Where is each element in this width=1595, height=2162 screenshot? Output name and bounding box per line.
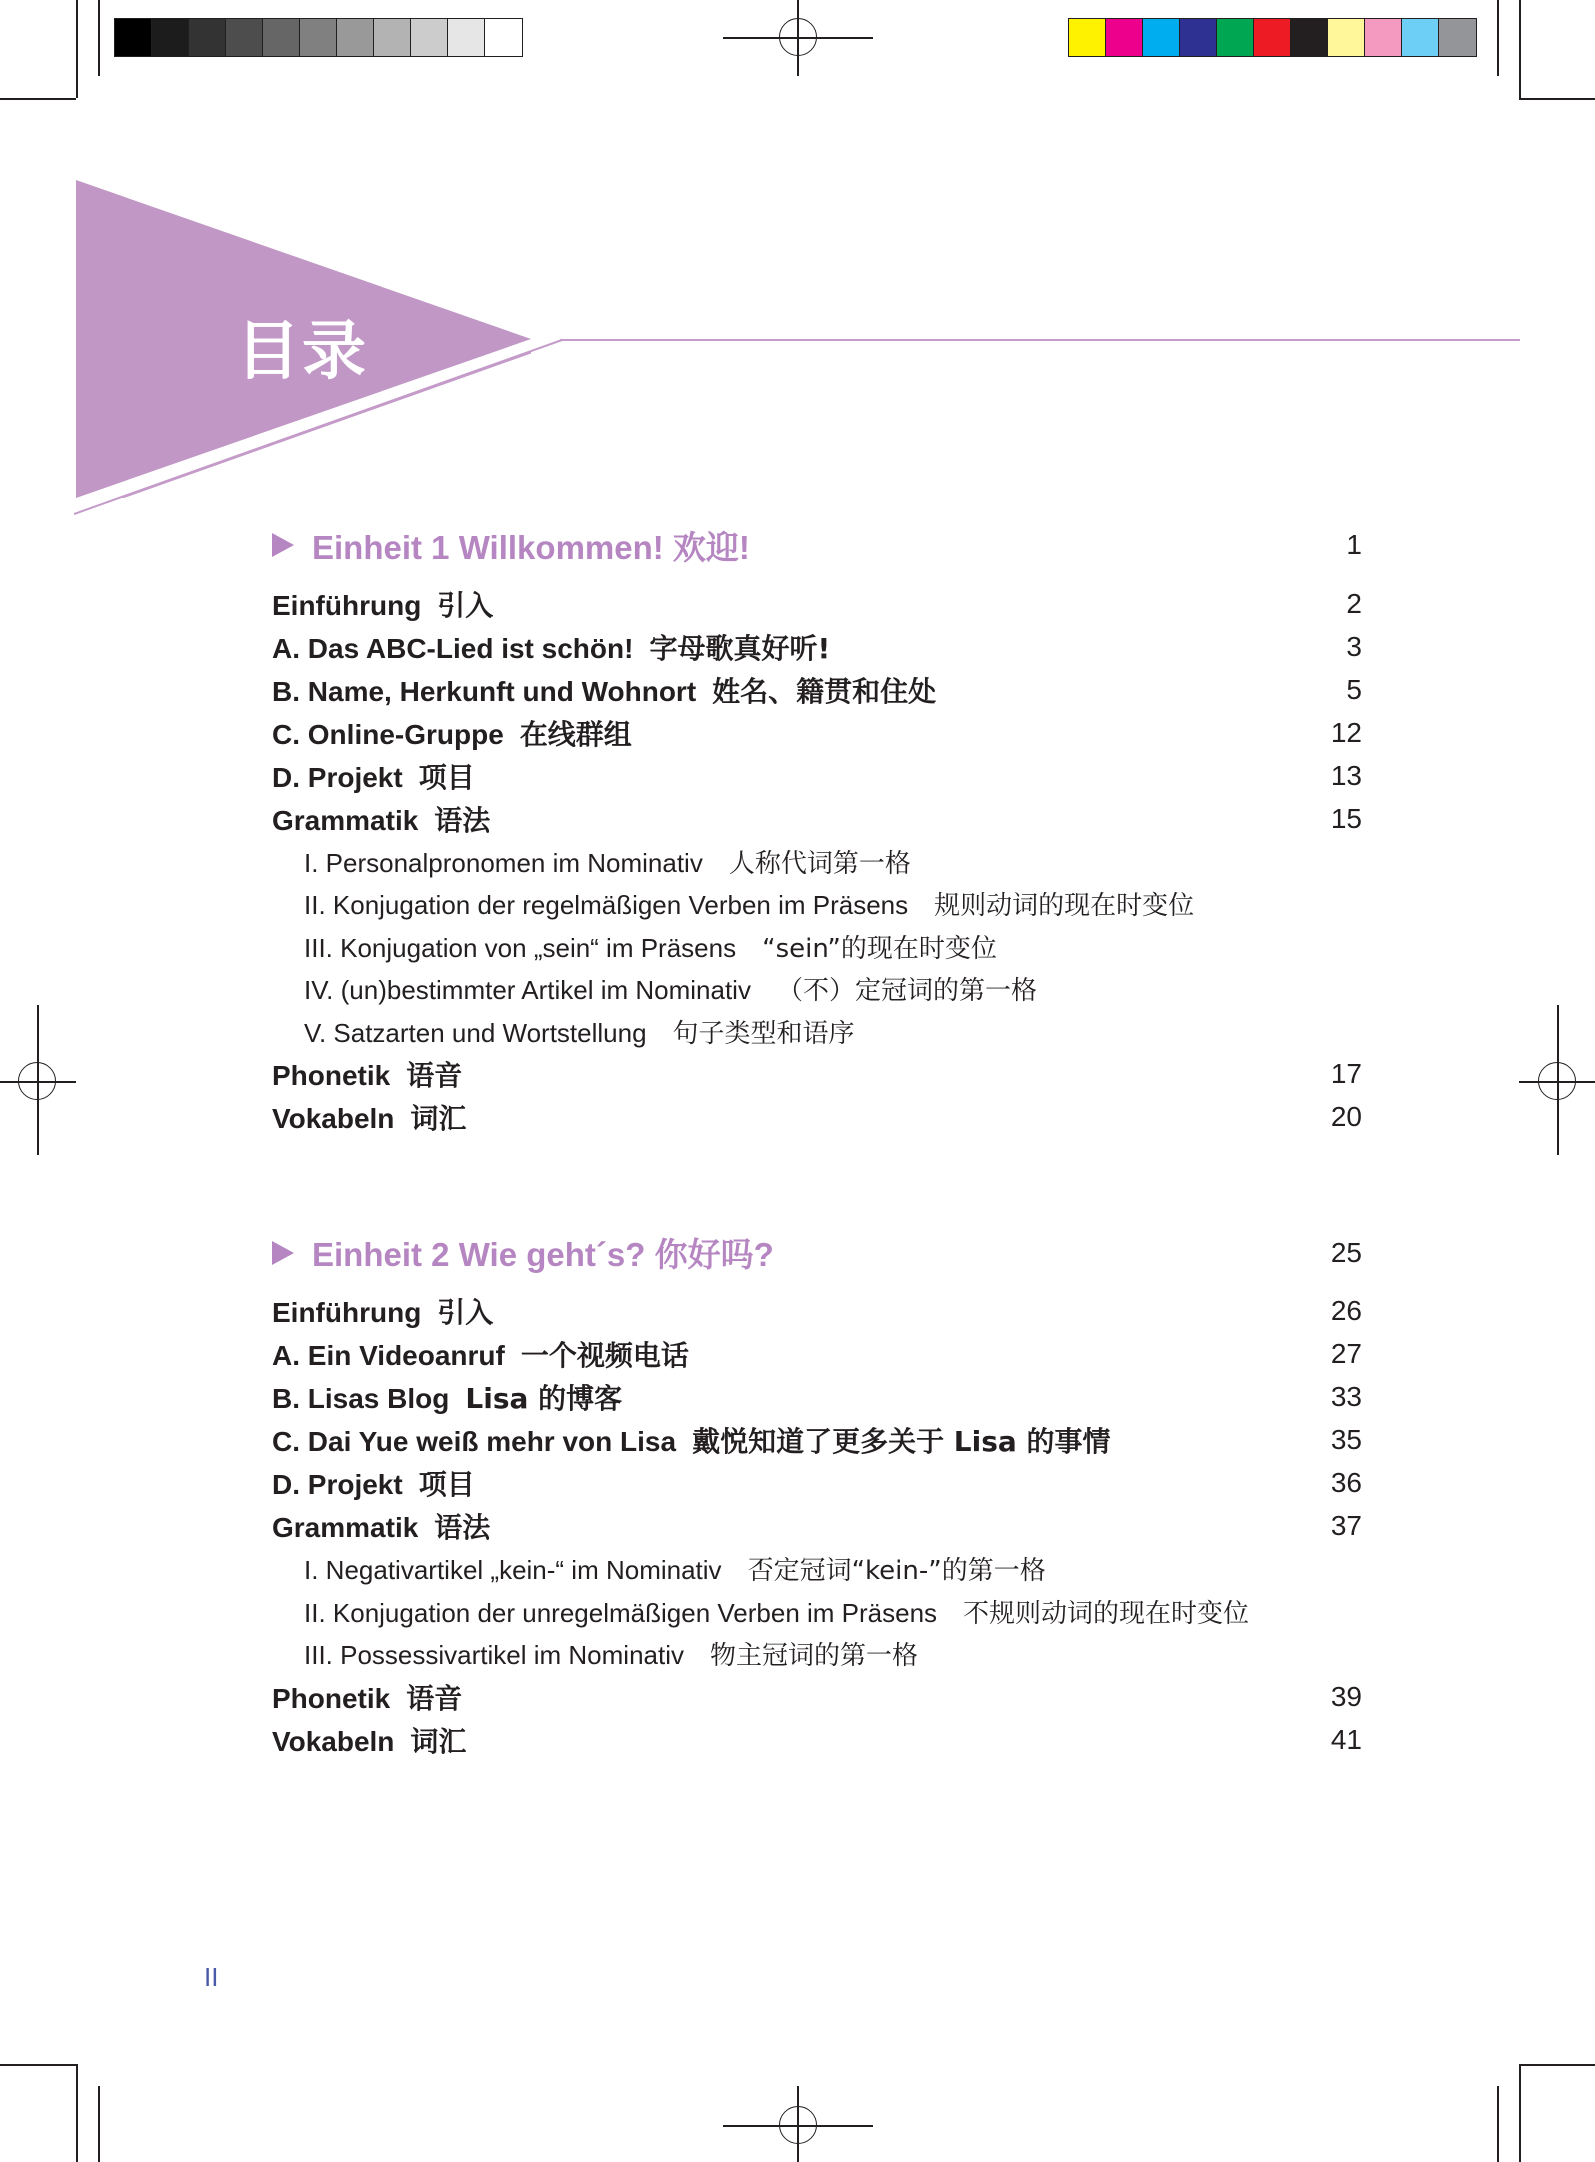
toc-entry-text: [272, 1506, 490, 1546]
toc-entry-text: [272, 1720, 466, 1760]
entry-german: D. Projekt: [272, 761, 403, 793]
grammar-topic-row[interactable]: [272, 968, 1362, 1011]
toc-entry-row[interactable]: [272, 1419, 1362, 1462]
unit-title: [272, 522, 750, 569]
toc-entry-text: [304, 970, 1037, 1007]
toc-entry-text: [304, 928, 997, 965]
entry-german: III. Possessivartikel im Nominativ: [304, 1640, 684, 1671]
crop-mark: [98, 0, 100, 76]
entry-page-number: 35: [1330, 1424, 1362, 1455]
registration-mark: [797, 0, 799, 76]
entry-german: B. Lisas Blog: [272, 1383, 450, 1414]
entry-chinese: 句子类型和语序: [672, 1018, 855, 1049]
entry-german: V. Satzarten und Wortstellung: [304, 1017, 647, 1048]
color-swatch: [1069, 19, 1106, 56]
entry-chinese: 词汇: [410, 1102, 467, 1135]
toc-entry-text: [272, 1677, 462, 1717]
color-swatch: [1106, 19, 1143, 56]
entry-chinese: 物主冠词的第一格: [709, 1641, 918, 1672]
entry-german: Grammatik: [272, 804, 419, 836]
toc-entry-text: [272, 1291, 493, 1331]
grammar-topic-row[interactable]: [272, 925, 1362, 968]
unit-page-number: 1: [1346, 529, 1362, 560]
crop-mark: [1519, 98, 1595, 100]
toc-entry-row[interactable]: [272, 797, 1362, 840]
toc-entry-row[interactable]: [272, 582, 1362, 625]
entry-german: Einführung: [272, 589, 422, 621]
table-of-contents: [272, 524, 1362, 1761]
gray-swatch: [411, 19, 448, 56]
registration-mark: [1557, 1005, 1559, 1155]
toc-entry-text: [272, 670, 936, 710]
toc-entry-text: [272, 799, 490, 839]
crop-mark: [0, 2064, 76, 2066]
toc-entry-text: [272, 1097, 466, 1137]
entry-german: Vokabeln: [272, 1725, 395, 1757]
entry-page-number: 17: [1330, 1058, 1362, 1089]
gray-swatch: [115, 19, 152, 56]
toc-entry-row[interactable]: [272, 1333, 1362, 1376]
crop-mark: [1519, 2064, 1595, 2066]
grammar-topic-row[interactable]: [272, 840, 1362, 883]
gray-swatch: [152, 19, 189, 56]
entry-chinese: 姓名、籍贯和住处: [712, 674, 937, 708]
crop-mark: [0, 98, 76, 100]
toc-entry-text: [272, 1463, 475, 1503]
entry-page-number: 5: [1346, 673, 1362, 705]
entry-page-number: 33: [1330, 1381, 1362, 1412]
entry-german: II. Konjugation der regelmäßigen Verben im Präsens: [304, 890, 909, 921]
toc-entry-text: [304, 1635, 918, 1672]
entry-chinese: 引入: [437, 1296, 494, 1329]
toc-entry-row[interactable]: [272, 1376, 1362, 1419]
entry-page-number: 26: [1330, 1295, 1362, 1326]
color-swatch: [1180, 19, 1217, 56]
toc-entry-row[interactable]: [272, 1462, 1362, 1505]
unit-title-text: Einheit 1 Willkommen! 欢迎!: [312, 528, 750, 566]
gray-swatch: [226, 19, 263, 56]
toc-entry-text: [304, 843, 911, 880]
page-number: II: [204, 1962, 219, 1992]
toc-entry-row[interactable]: [272, 668, 1362, 711]
entry-chinese: “sein”的现在时变位: [762, 933, 997, 964]
gray-swatch: [485, 19, 522, 56]
entry-german: B. Name, Herkunft und Wohnort: [272, 675, 697, 707]
entry-page-number: 41: [1330, 1723, 1362, 1755]
unit-page-number: 25: [1330, 1236, 1362, 1268]
entry-german: Einführung: [272, 1297, 422, 1328]
entry-german: Vokabeln: [272, 1103, 395, 1134]
entry-chinese: 语法: [434, 803, 491, 837]
entry-chinese: 规则动词的现在时变位: [934, 891, 1195, 922]
entry-page-number: 3: [1346, 630, 1362, 662]
crop-mark: [98, 2086, 100, 2162]
entry-page-number: 12: [1330, 716, 1362, 748]
toc-entry-text: [304, 1550, 1046, 1587]
unit-spacer: [272, 1139, 1362, 1232]
play-arrow-icon: [272, 533, 294, 557]
page-title: 目录: [236, 315, 368, 389]
entry-page-number: 37: [1330, 1510, 1362, 1541]
crop-mark: [1519, 0, 1521, 98]
entry-chinese: 项目: [418, 760, 475, 794]
unit-title-text: Einheit 2 Wie geht´s? 你好吗?: [312, 1236, 774, 1273]
registration-mark: [37, 1005, 39, 1155]
color-swatch: [1254, 19, 1291, 56]
toc-entry-row[interactable]: [272, 1505, 1362, 1548]
entry-german: III. Konjugation von „sein“ im Präsens: [304, 932, 737, 963]
entry-chinese: 字母歌真好听!: [649, 631, 831, 665]
toc-entry-text: [272, 1420, 1111, 1460]
entry-german: D. Projekt: [272, 1469, 403, 1500]
gray-swatch: [448, 19, 485, 56]
color-swatch: [1439, 19, 1476, 56]
crop-mark: [1497, 0, 1499, 76]
entry-page-number: 15: [1330, 802, 1362, 834]
entry-chinese: （不）定冠词的第一格: [776, 976, 1037, 1007]
grammar-topic-row[interactable]: [272, 1633, 1362, 1676]
toc-entry-text: [272, 627, 830, 667]
unit-heading-row[interactable]: [272, 1232, 1362, 1274]
entry-chinese: 戴悦知道了更多关于 Lisa 的事情: [692, 1425, 1111, 1458]
toc-entry-row[interactable]: [272, 625, 1362, 668]
color-swatch: [1365, 19, 1402, 56]
grayscale-color-bar: [114, 18, 523, 57]
entry-chinese: 项目: [418, 1468, 475, 1501]
entry-chinese: 引入: [437, 588, 494, 622]
entry-german: C. Dai Yue weiß mehr von Lisa: [272, 1426, 677, 1457]
entry-german: II. Konjugation der unregelmäßigen Verben im Präsens: [304, 1597, 938, 1628]
toc-entry-row[interactable]: [272, 1718, 1362, 1761]
play-arrow-icon: [272, 1241, 294, 1265]
toc-entry-text: [272, 756, 475, 796]
toc-entry-row[interactable]: [272, 711, 1362, 754]
gray-swatch: [374, 19, 411, 56]
registration-mark: [797, 2086, 799, 2162]
entry-page-number: 13: [1330, 759, 1362, 791]
entry-chinese: 人称代词第一格: [728, 848, 911, 879]
entry-chinese: 一个视频电话: [520, 1339, 689, 1372]
toc-entry-row[interactable]: [272, 1675, 1362, 1718]
entry-chinese: 语法: [434, 1511, 491, 1544]
toc-entry-text: [272, 1377, 622, 1417]
entry-chinese: Lisa 的博客: [465, 1382, 623, 1415]
grammar-topic-row[interactable]: [272, 1010, 1362, 1053]
toc-entry-text: [272, 1054, 462, 1094]
color-swatch: [1328, 19, 1365, 56]
grammar-topic-row[interactable]: [272, 1590, 1362, 1633]
entry-german: C. Online-Gruppe: [272, 718, 504, 750]
entry-page-number: 27: [1330, 1338, 1362, 1369]
toc-entry-text: [272, 713, 632, 753]
header-rule: [560, 339, 1520, 341]
toc-entry-row[interactable]: [272, 1290, 1362, 1333]
crop-mark: [1519, 2064, 1521, 2162]
unit-title: [272, 1229, 774, 1276]
entry-page-number: 20: [1330, 1101, 1362, 1132]
toc-entry-text: [304, 885, 1194, 922]
entry-german: Phonetik: [272, 1060, 391, 1091]
toc-entry-row[interactable]: [272, 1096, 1362, 1139]
crop-mark: [76, 2064, 78, 2162]
entry-page-number: 39: [1330, 1680, 1362, 1712]
unit-heading-row[interactable]: [272, 524, 1362, 566]
grammar-topic-row[interactable]: [272, 883, 1362, 926]
entry-page-number: 2: [1346, 587, 1362, 619]
unit-block: [272, 1232, 1362, 1762]
entry-german: A. Das ABC-Lied ist schön!: [272, 632, 634, 664]
entry-german: A. Ein Videoanruf: [272, 1340, 505, 1371]
gray-swatch: [189, 19, 226, 56]
entry-german: I. Negativartikel „kein-“ im Nominativ: [304, 1555, 722, 1586]
grammar-topic-row[interactable]: [272, 1548, 1362, 1591]
entry-german: I. Personalpronomen im Nominativ: [304, 847, 703, 878]
color-swatch: [1402, 19, 1439, 56]
crop-mark: [1497, 2086, 1499, 2162]
toc-entry-row[interactable]: [272, 1053, 1362, 1096]
entry-chinese: 不规则动词的现在时变位: [963, 1598, 1250, 1629]
color-swatch: [1217, 19, 1254, 56]
toc-entry-text: [304, 1593, 1249, 1630]
gray-swatch: [300, 19, 337, 56]
gray-swatch: [263, 19, 300, 56]
color-swatch: [1291, 19, 1328, 56]
toc-entry-text: [304, 1013, 855, 1050]
entry-chinese: 否定冠词“kein-”的第一格: [747, 1556, 1046, 1587]
entry-german: Phonetik: [272, 1682, 391, 1714]
entry-german: IV. (un)bestimmter Artikel im Nominativ: [304, 975, 751, 1006]
color-swatch: [1143, 19, 1180, 56]
entry-chinese: 语音: [406, 1681, 463, 1715]
entry-page-number: 36: [1330, 1467, 1362, 1498]
entry-chinese: 语音: [406, 1059, 463, 1092]
entry-chinese: 词汇: [410, 1724, 467, 1758]
gray-swatch: [337, 19, 374, 56]
entry-german: Grammatik: [272, 1512, 419, 1543]
toc-entry-row[interactable]: [272, 754, 1362, 797]
entry-chinese: 在线群组: [519, 717, 632, 751]
toc-entry-text: [272, 1334, 689, 1374]
cmyk-color-bar: [1068, 18, 1477, 57]
unit-block: [272, 524, 1362, 1139]
crop-mark: [76, 0, 78, 98]
toc-entry-text: [272, 584, 493, 624]
